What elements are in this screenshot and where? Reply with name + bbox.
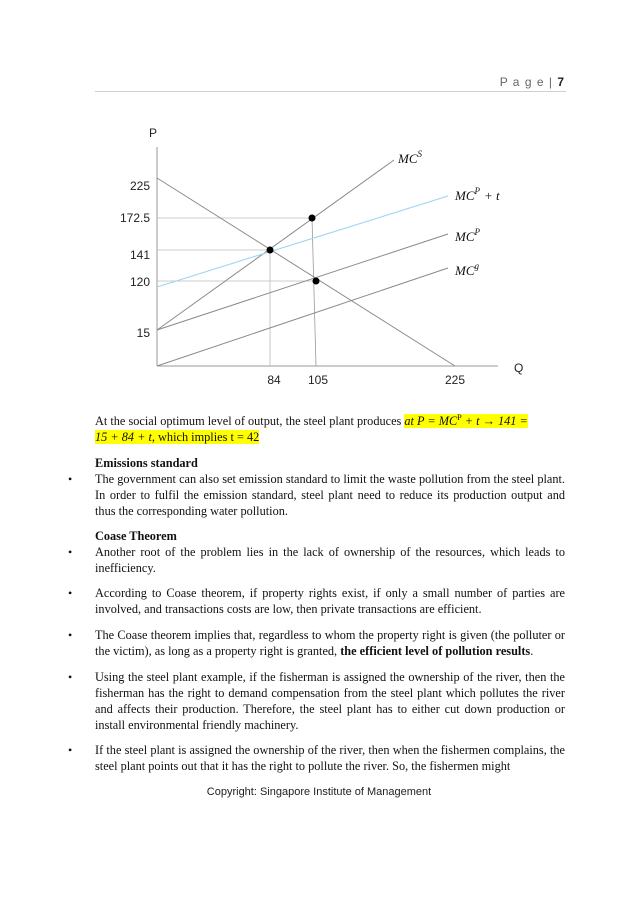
coase-bullet-4 — [68, 669, 565, 733]
emissions-bullet-text: The government can also set emission standard to limit the waste pollution from the steel plant. In order to fulfil the emission standard, steel plant need to reduce its production output and thus the corresponding water pollution. — [95, 472, 565, 518]
coase-bullet-5 — [68, 742, 565, 774]
mcp-curve — [157, 234, 448, 330]
y-tick-15: 15 — [136, 326, 150, 340]
mcg-label: $MC^g$ — [455, 261, 479, 278]
x-tick-84: 84 — [267, 373, 281, 387]
coase-bullet-1 — [68, 544, 565, 576]
optimum-text: At the social optimum level of output, the steel plant produces — [95, 414, 405, 429]
bullet-dot: • — [68, 472, 73, 486]
bullet-dot: • — [68, 670, 73, 684]
x-axis-label: Q — [514, 361, 524, 375]
market-equilibrium-point — [313, 278, 320, 285]
bullet-dot: • — [68, 586, 73, 600]
demand-curve — [157, 178, 455, 366]
mcs-label: $MC^S$ — [398, 149, 422, 166]
coase-bullet-4-text: Using the steel plant example, if the fisherman is assigned the ownership of the river, then the fisherman has the right to demand compensation from the steel plant which pollutes the river and affects their production. Therefore, the steel plant has to either cut down production or install environmental friendly machinery. — [95, 670, 565, 732]
y-tick-225: 225 — [129, 179, 150, 193]
x-tick-225: 225 — [444, 373, 466, 387]
coase-bullet-5-text: If the steel plant is assigned the ownership of the river, then when the fishermen complains, the steel plant points out that it has the right to pollute the river. So, the fishermen might — [95, 743, 565, 773]
coase-bullet-2-text: According to Coase theorem, if property rights exist, if only a small number of parties are involved, and transactions costs are low, then private transactions are efficient. — [95, 586, 565, 616]
coase-bullet-3-bold: the efficient level of pollution results — [340, 644, 531, 658]
y-tick-141: 141 — [129, 248, 150, 262]
tax-price-point — [309, 215, 316, 222]
coase-heading: Coase Theorem — [95, 529, 177, 543]
bullet-dot: • — [68, 545, 73, 559]
optimum-highlight-2: 15 + 84 + t, which implies t = 42 — [95, 430, 260, 445]
bullet-dot: • — [68, 743, 73, 757]
page-separator: | — [548, 75, 553, 89]
optimum-paragraph — [95, 410, 565, 445]
coase-bullet-3-end: . — [530, 644, 534, 658]
social-optimum-point — [267, 247, 274, 254]
bullet-dot: • — [68, 628, 73, 642]
y-axis-label: P — [149, 126, 158, 140]
mcp-label: $MC^P$ — [455, 227, 480, 244]
emissions-bullet — [68, 471, 565, 519]
guide-105 — [312, 218, 316, 366]
mcg-curve — [157, 268, 448, 366]
y-tick-120: 120 — [129, 275, 150, 289]
externality-diagram — [0, 0, 638, 400]
mcp-plus-t-label: $MC^P + t$ — [455, 186, 500, 203]
coase-bullet-3-text: The Coase theorem implies that, regardless to whom the property right is given (the polluter or the victim), as long as a property right is granted, — [95, 628, 565, 658]
y-tick-172-5: 172.5 — [119, 211, 150, 225]
x-tick-105: 105 — [307, 373, 329, 387]
page-number: 7 — [557, 75, 564, 89]
coase-bullet-3 — [68, 627, 565, 659]
emissions-heading: Emissions standard — [95, 456, 198, 470]
page-footer: Copyright: Singapore Institute of Management — [206, 786, 432, 798]
page-label: P a g e — [499, 75, 545, 89]
optimum-highlight-1: at $P = MC^P + t \to 141$ = — [404, 413, 528, 429]
coase-bullet-2 — [68, 585, 565, 617]
coase-bullet-1-text: Another root of the problem lies in the lack of ownership of the resources, which leads to inefficiency. — [95, 545, 565, 575]
mcp-plus-t-curve — [157, 196, 448, 287]
